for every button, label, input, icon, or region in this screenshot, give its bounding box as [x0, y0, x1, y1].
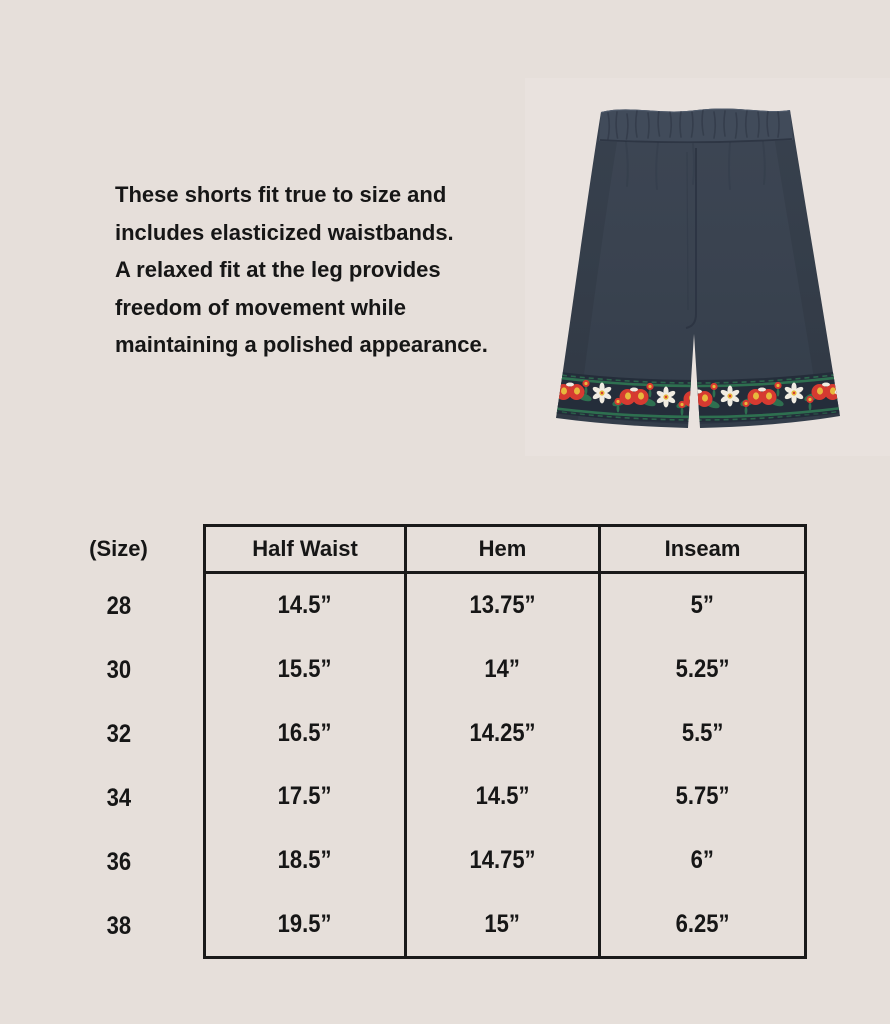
size-chart-cell: 15” — [407, 892, 601, 956]
size-chart-size: 30 — [106, 655, 131, 684]
size-chart-size: 28 — [106, 591, 131, 620]
size-chart-cell: 13.75” — [407, 574, 601, 638]
size-chart-cell: 5” — [690, 591, 715, 620]
size-chart-cell: 5.25” — [675, 654, 730, 683]
size-chart-cell: 6.25” — [675, 909, 730, 938]
size-chart-header-half-waist: Half Waist — [206, 527, 407, 574]
description-line: freedom of movement while — [115, 294, 406, 320]
size-chart-cell: 14.5” — [206, 574, 407, 638]
size-chart-cell: 17.5” — [206, 765, 407, 829]
size-chart-cell: 5.75” — [675, 782, 730, 811]
size-chart-cell: 19.5” — [206, 892, 407, 956]
product-photo — [525, 78, 890, 456]
size-chart-cell: 18.5” — [206, 829, 407, 893]
size-chart-cell: 14.5” — [407, 765, 601, 829]
size-chart-cell: 14” — [407, 638, 601, 702]
size-chart-cell: 15.5” — [206, 638, 407, 702]
size-chart-cell: 6” — [690, 845, 715, 874]
size-chart-header-inseam: Inseam — [601, 527, 804, 574]
size-chart-cell: 5.5” — [681, 718, 724, 747]
shorts-image — [530, 82, 890, 452]
size-chart-header-hem: Hem — [407, 527, 601, 574]
size-chart-size: 38 — [106, 912, 131, 941]
description-line: maintaining a polished appearance. — [115, 332, 488, 357]
description-line: includes elasticized waistbands. — [115, 219, 454, 245]
size-chart-table — [203, 524, 807, 959]
size-chart-size: 36 — [106, 848, 131, 877]
product-description — [115, 176, 535, 364]
size-chart-size-column — [46, 524, 191, 959]
size-chart-cell: 16.5” — [206, 701, 407, 765]
size-chart-header-size: (Size) — [89, 536, 148, 561]
size-chart-size: 34 — [106, 784, 131, 813]
size-chart-cell: 14.75” — [407, 829, 601, 893]
size-chart-cell: 14.25” — [407, 701, 601, 765]
size-chart-size: 32 — [106, 719, 131, 748]
description-line: A relaxed fit at the leg provides — [115, 257, 441, 282]
description-line: These shorts fit true to size and — [115, 182, 447, 207]
